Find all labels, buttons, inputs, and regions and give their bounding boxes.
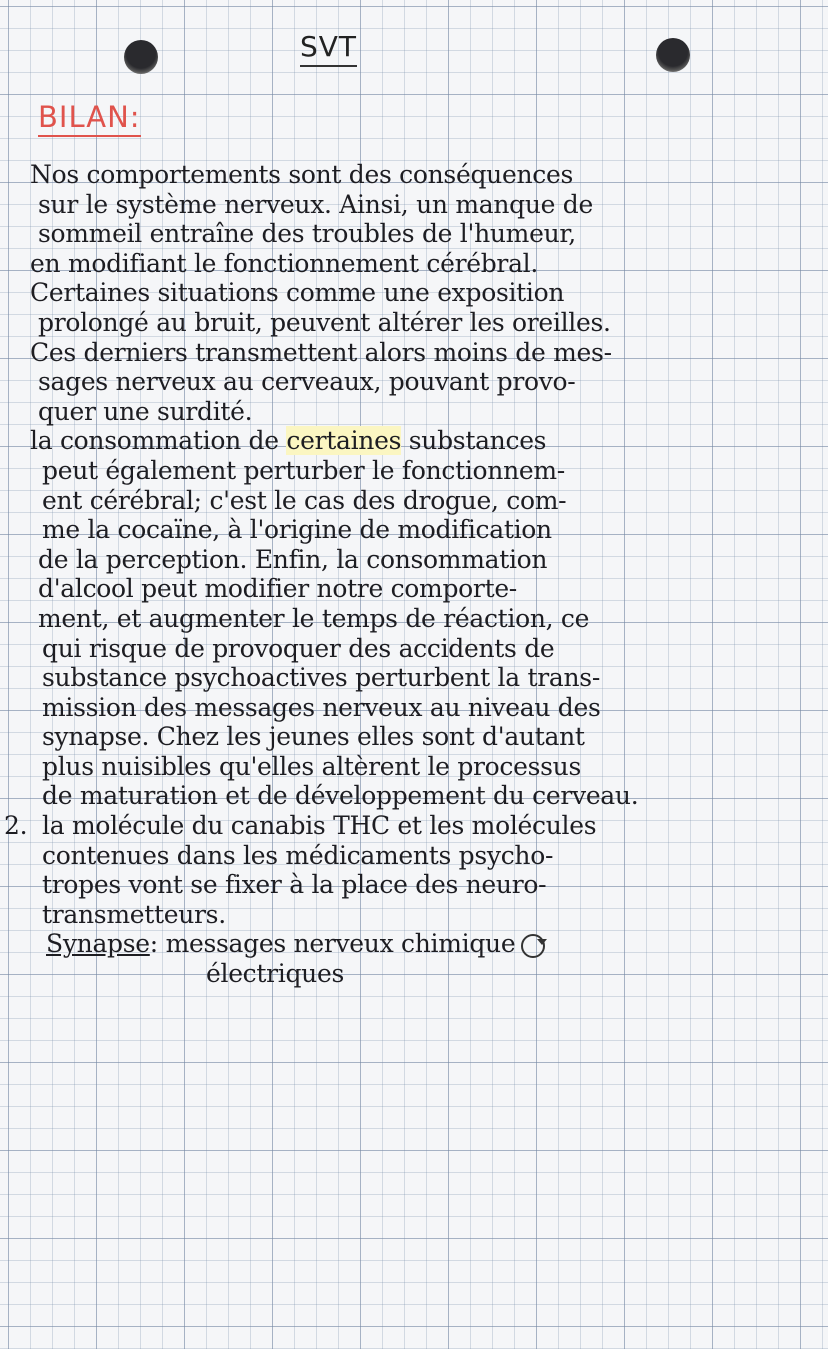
punch-hole-left bbox=[124, 40, 158, 74]
note-line-highlight bbox=[30, 426, 820, 456]
note-line: peut également perturber le fonctionnem- bbox=[42, 455, 565, 485]
note-line: de maturation et de développement du cerveau. bbox=[42, 781, 639, 811]
punch-hole-right bbox=[656, 38, 690, 72]
note-line: Certaines situations comme une exposition bbox=[30, 278, 565, 308]
note-line: d'alcool peut modifier notre comporte- bbox=[38, 574, 517, 604]
note-line: plus nuisibles qu'elles altèrent le processus bbox=[42, 751, 582, 781]
note-line: Ces derniers transmettent alors moins de mes- bbox=[30, 337, 612, 367]
synapse-definition bbox=[30, 929, 820, 959]
note-line: de la perception. Enfin, la consommation bbox=[38, 544, 548, 574]
highlight-after: substances bbox=[401, 426, 547, 456]
note-line-numbered bbox=[4, 811, 820, 841]
handwritten-notes bbox=[4, 160, 820, 989]
bilan-heading: BILAN: bbox=[38, 100, 141, 137]
note-line: mission des messages nerveux au niveau des bbox=[42, 692, 601, 722]
note-line: substance psychoactives perturbent la trans- bbox=[42, 663, 600, 693]
note-line: en modifiant le fonctionnement cérébral. bbox=[30, 248, 539, 278]
note-line: Nos comportements sont des conséquences bbox=[30, 160, 573, 189]
highlighted-word: certaines bbox=[286, 426, 402, 456]
note-line: qui risque de provoquer des accidents de bbox=[42, 633, 555, 663]
highlight-before: la consommation de bbox=[30, 426, 287, 456]
note-line: synapse. Chez les jeunes elles sont d'autant bbox=[42, 722, 585, 752]
note-line: ent cérébral; c'est le cas des drogue, com- bbox=[42, 485, 567, 515]
synapse-separator: : bbox=[149, 929, 166, 959]
note-line: transmetteurs. bbox=[42, 899, 226, 929]
note-line: me la cocaïne, à l'origine de modification bbox=[42, 515, 552, 545]
note-line-text: la molécule du canabis THC et les molécules bbox=[42, 811, 597, 841]
item-number: 2. bbox=[4, 811, 28, 841]
note-line: sur le système nerveux. Ainsi, un manque de bbox=[38, 189, 593, 219]
page-header: SVT bbox=[300, 30, 357, 67]
note-line: ment, et augmenter le temps de réaction, ce bbox=[38, 603, 590, 633]
synapse-term: Synapse bbox=[46, 929, 150, 959]
note-line: prolongé au bruit, peuvent altérer les oreilles. bbox=[38, 307, 611, 337]
cycle-arrows-icon bbox=[521, 934, 545, 958]
note-line: tropes vont se fixer à la place des neuro- bbox=[42, 870, 547, 900]
synapse-text: messages nerveux chimique bbox=[165, 929, 516, 959]
note-line: quer une surdité. bbox=[38, 396, 253, 426]
note-line: sages nerveux au cerveaux, pouvant provo- bbox=[38, 367, 576, 397]
synapse-subtext: électriques bbox=[206, 959, 345, 989]
note-line: contenues dans les médicaments psycho- bbox=[42, 840, 554, 870]
note-line: sommeil entraîne des troubles de l'humeur, bbox=[38, 219, 576, 249]
